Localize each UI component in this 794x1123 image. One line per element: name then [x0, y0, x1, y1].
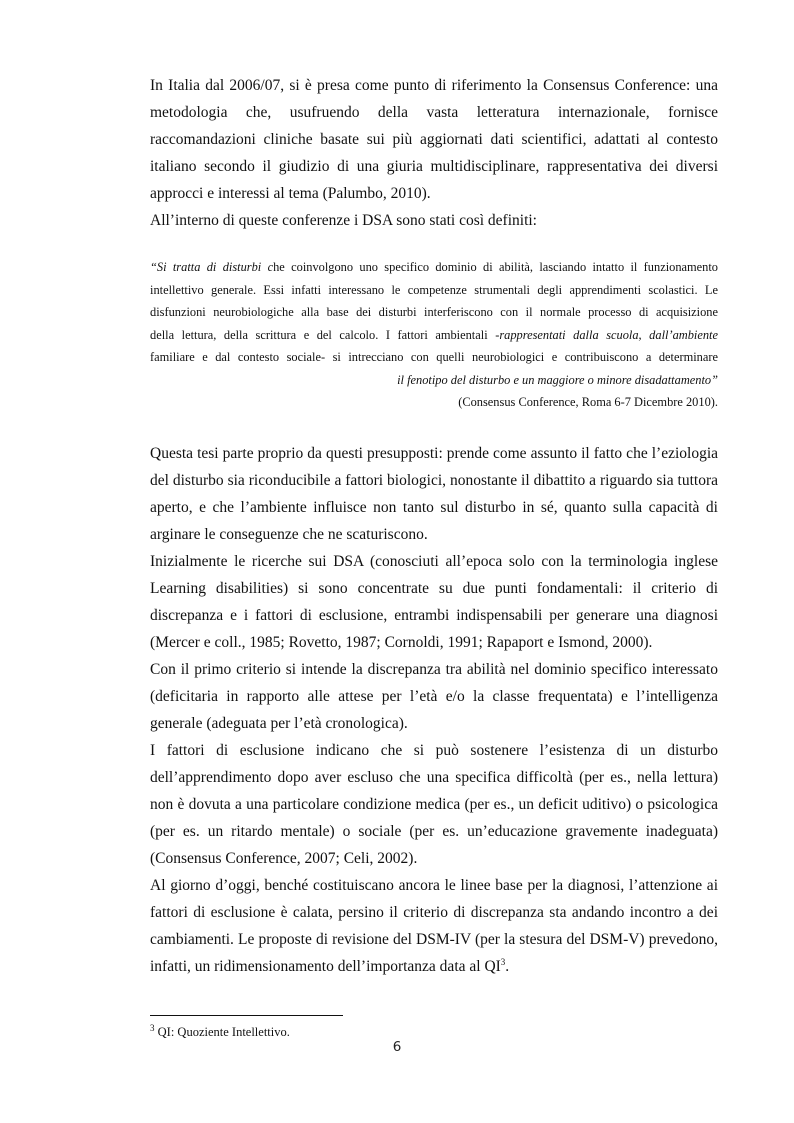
footnote-reference[interactable]: 3	[500, 956, 506, 967]
intro-paragraph-1: In Italia dal 2006/07, si è presa come punto di riferimento la Consensus Conference: una metodologia che, usufruendo della vasta letteratura internazionale, fornisce raccomandazioni cliniche basate sui più aggiornati dati scientifici, adattati al contesto italiano secondo il giudizio di una giuria multidisciplinare, rappresentativa dei diversi approcci e interessi al tema (Palumbo, 2010).	[150, 77, 718, 202]
body-paragraph-5-text: Al giorno d’oggi, benché costituiscano ancora le linee base per la diagnosi, l’attenzione ai fattori di esclusione è calata, persino il criterio di discrepanza sta andando incontro a dei cambiamenti. Le proposte di revisione del DSM-IV (per la stesura del DSM-V) prevedono, infatti, un ridimensionamento dell’importanza data al QI	[150, 876, 718, 975]
body-paragraph-4: I fattori di esclusione indicano che si può sostenere l’esistenza di un disturbo dell’apprendimento dopo aver escluso che una specifica difficoltà (per es., nella lettura) non è dovuta a una particolare condizione medica (per es., un deficit uditivo) o psicologica (per es. un ritardo mentale) o sociale (per es. un’educazione gravemente inadeguata) (Consensus Conference, 2007; Celi, 2002).	[150, 741, 718, 867]
definition-quote	[150, 256, 718, 414]
footnote	[150, 1024, 290, 1040]
quote-line-4-plain: della lettura, della scrittura e del calcolo. I fattori ambientali	[150, 327, 496, 342]
body-paragraph-5	[150, 872, 718, 980]
intro-paragraph-2: All’interno di queste conferenze i DSA sono stati così definiti:	[150, 212, 537, 229]
page-number: 6	[392, 1039, 402, 1055]
quote-citation: (Consensus Conference, Roma 6-7 Dicembre 2010).	[458, 395, 718, 409]
footnote-text: QI: Quoziente Intellettivo.	[154, 1025, 290, 1039]
body-paragraph-5-end: .	[505, 957, 510, 975]
body-paragraph-1: Questa tesi parte proprio da questi presupposti: prende come assunto il fatto che l’eziologia del disturbo sia riconducibile a fattori biologici, nonostante il dibattito a riguardo sia tuttora aperto, e che l’ambiente influisce non tanto sul disturbo in sé, quanto sulla capacità di arginare le conseguenze che ne scaturiscono.	[150, 444, 718, 543]
quote-line-1	[150, 256, 718, 279]
quote-line-6: il fenotipo del disturbo e un maggiore o minore disadattamento”	[397, 372, 718, 387]
body-paragraph-3: Con il primo criterio si intende la discrepanza tra abilità nel dominio specifico interessato (deficitaria in rapporto alle attese per l’età e/o la classe frequentata) e l’intelligenza generale (adeguata per l’età cronologica).	[150, 660, 718, 732]
quote-line-4	[150, 324, 718, 347]
quote-line-4-italic: -rappresentati dalla scuola, dall’ambiente	[495, 327, 719, 342]
quote-line-2: intellettivo generale. Essi infatti interessano le competenze strumentali degli apprendimenti scolastici. Le	[150, 282, 718, 297]
body-section	[150, 440, 718, 980]
quote-line-3: disfunzioni neurobiologiche alla base dei disturbi interferiscono con il normale processo di acquisizione	[150, 305, 718, 319]
quote-line-5: familiare e dal contesto sociale- si intrecciano con quelli neurobiologici e contribuiscono a determinare	[150, 350, 718, 364]
footnote-marker: 3	[150, 1022, 155, 1033]
document-page	[150, 72, 718, 980]
quote-line-1-rest: he coinvolgono uno specifico dominio di abilità, lasciando intatto il funzionamento	[273, 260, 719, 274]
body-paragraph-2: Inizialmente le ricerche sui DSA (conosciuti all’epoca solo con la terminologia inglese Learning disabilities) si sono concentrate su due punti fondamentali: il criterio di discrepanza e i fattori di esclusione, entrambi indispensabili per generare una diagnosi (Mercer e coll., 1985; Rovetto, 1987; Cornoldi, 1991; Rapaport e Ismond, 2000).	[150, 552, 718, 651]
footnote-divider	[150, 1015, 343, 1016]
quote-line-1-italic: “Si tratta di disturbi c	[150, 260, 274, 274]
